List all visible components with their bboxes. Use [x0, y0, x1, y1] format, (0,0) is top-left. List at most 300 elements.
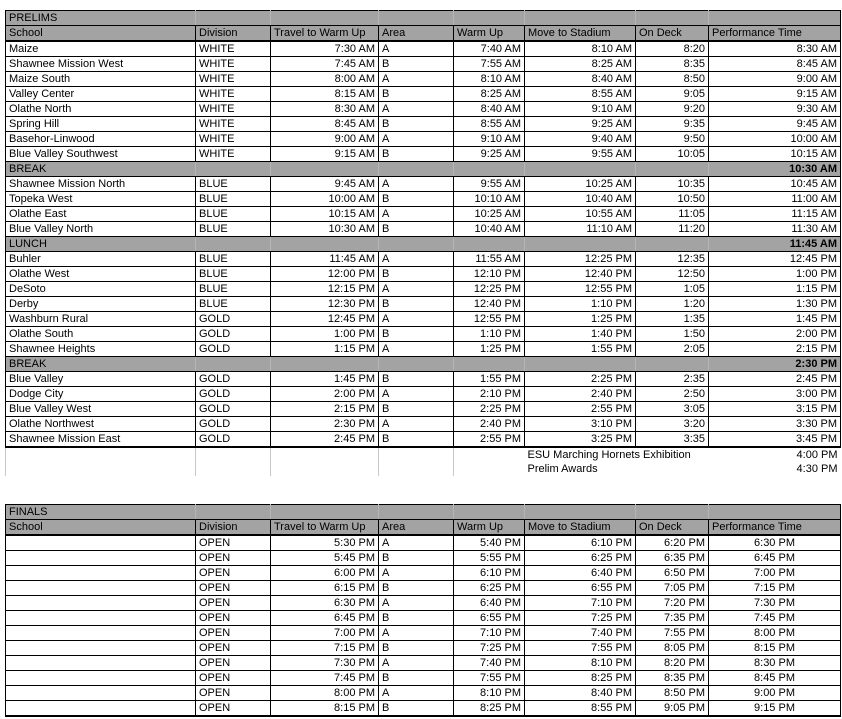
header-area: Area — [379, 520, 454, 536]
cell-travel — [271, 462, 379, 476]
cell-warmup: 1:55 PM — [454, 372, 525, 387]
cell-performance: 7:15 PM — [709, 581, 841, 596]
cell-warmup: 9:10 AM — [454, 132, 525, 147]
cell-warmup: 8:25 PM — [454, 701, 525, 717]
cell-school: Basehor-Linwood — [6, 132, 196, 147]
cell-area: A — [379, 72, 454, 87]
cell-division: OPEN — [196, 626, 271, 641]
cell-move: 8:55 AM — [525, 87, 636, 102]
cell-warmup: 7:55 AM — [454, 57, 525, 72]
cell-area: A — [379, 626, 454, 641]
cell-performance: 10:45 AM — [709, 177, 841, 192]
cell-area: B — [379, 267, 454, 282]
cell-ondeck: 6:50 PM — [636, 566, 709, 581]
cell-school — [6, 641, 196, 656]
cell-warmup: 8:55 AM — [454, 117, 525, 132]
cell-move: 12:40 PM — [525, 267, 636, 282]
cell-warmup: 8:25 AM — [454, 87, 525, 102]
cell-travel: 12:30 PM — [271, 297, 379, 312]
cell-performance: 9:15 PM — [709, 701, 841, 717]
cell-performance: 3:45 PM — [709, 432, 841, 448]
cell-school — [6, 535, 196, 551]
cell-area — [379, 237, 454, 252]
cell-performance: 11:15 AM — [709, 207, 841, 222]
cell-ondeck: 3:35 — [636, 432, 709, 448]
cell-division: OPEN — [196, 656, 271, 671]
cell-travel: 10:30 AM — [271, 222, 379, 237]
cell-ondeck: 9:20 — [636, 102, 709, 117]
cell-travel: 12:00 PM — [271, 267, 379, 282]
cell-school: DeSoto — [6, 282, 196, 297]
cell-ondeck: 8:20 — [636, 41, 709, 57]
cell-performance: 6:30 PM — [709, 535, 841, 551]
cell-ondeck: 8:50 — [636, 72, 709, 87]
data-row — [6, 551, 841, 566]
cell-school: Spring Hill — [6, 117, 196, 132]
cell-travel — [271, 162, 379, 177]
cell-move: 9:40 AM — [525, 132, 636, 147]
cell-school: Shawnee Heights — [6, 342, 196, 357]
cell-warmup — [454, 162, 525, 177]
cell-area: A — [379, 342, 454, 357]
cell-performance: 11:45 AM — [709, 237, 841, 252]
cell-division: WHITE — [196, 57, 271, 72]
cell-ondeck — [636, 11, 709, 26]
cell-performance: 7:45 PM — [709, 611, 841, 626]
schedule-table — [5, 10, 841, 717]
cell-ondeck: 1:50 — [636, 327, 709, 342]
cell-performance: 8:00 PM — [709, 626, 841, 641]
header-move: Move to Stadium — [525, 26, 636, 42]
cell-performance: 3:30 PM — [709, 417, 841, 432]
cell-school — [6, 626, 196, 641]
note-label: Prelim Awards — [525, 462, 709, 476]
header-school: School — [6, 26, 196, 42]
cell-school: Olathe West — [6, 267, 196, 282]
cell-performance: 1:30 PM — [709, 297, 841, 312]
cell-division: OPEN — [196, 701, 271, 717]
cell-warmup — [454, 505, 525, 520]
cell-move: 1:10 PM — [525, 297, 636, 312]
data-row — [6, 342, 841, 357]
header-performance: Performance Time — [709, 520, 841, 536]
cell-warmup: 10:40 AM — [454, 222, 525, 237]
cell-division: BLUE — [196, 282, 271, 297]
cell-division: GOLD — [196, 327, 271, 342]
cell-ondeck: 1:20 — [636, 297, 709, 312]
cell-division: OPEN — [196, 551, 271, 566]
cell-travel — [271, 237, 379, 252]
cell-school: Olathe North — [6, 102, 196, 117]
cell-area: A — [379, 656, 454, 671]
cell-school — [6, 581, 196, 596]
cell-ondeck: 7:35 PM — [636, 611, 709, 626]
cell-ondeck: 10:35 — [636, 177, 709, 192]
cell-move: 8:40 PM — [525, 686, 636, 701]
cell-move: 10:40 AM — [525, 192, 636, 207]
cell-area: A — [379, 566, 454, 581]
cell-warmup: 10:10 AM — [454, 192, 525, 207]
cell-warmup: 12:10 PM — [454, 267, 525, 282]
cell-school: BREAK — [6, 357, 196, 372]
data-row — [6, 252, 841, 267]
cell-ondeck: 11:05 — [636, 207, 709, 222]
blank-row — [6, 476, 841, 490]
cell-travel: 8:15 AM — [271, 87, 379, 102]
cell-area: B — [379, 297, 454, 312]
data-row — [6, 671, 841, 686]
cell-area: A — [379, 102, 454, 117]
cell-performance: 9:30 AM — [709, 102, 841, 117]
cell-division: OPEN — [196, 611, 271, 626]
cell-performance: 10:15 AM — [709, 147, 841, 162]
cell-performance — [709, 11, 841, 26]
data-row — [6, 701, 841, 717]
cell-school — [6, 701, 196, 717]
cell-division: OPEN — [196, 641, 271, 656]
cell-warmup: 8:40 AM — [454, 102, 525, 117]
cell-move: 3:10 PM — [525, 417, 636, 432]
cell-warmup: 12:25 PM — [454, 282, 525, 297]
cell-performance: 8:45 PM — [709, 671, 841, 686]
cell-travel — [271, 447, 379, 462]
cell-ondeck: 9:05 PM — [636, 701, 709, 717]
cell-move: 7:40 PM — [525, 626, 636, 641]
blank-row — [6, 490, 841, 505]
data-row — [6, 312, 841, 327]
cell-area — [379, 162, 454, 177]
cell-area: A — [379, 41, 454, 57]
blank-cell — [6, 490, 841, 505]
data-row — [6, 132, 841, 147]
cell-warmup — [454, 11, 525, 26]
cell-warmup: 6:40 PM — [454, 596, 525, 611]
cell-division: WHITE — [196, 117, 271, 132]
cell-warmup: 2:10 PM — [454, 387, 525, 402]
cell-move: 6:25 PM — [525, 551, 636, 566]
cell-warmup: 9:55 AM — [454, 177, 525, 192]
cell-performance: 11:30 AM — [709, 222, 841, 237]
header-warmup: Warm Up — [454, 26, 525, 42]
cell-area: B — [379, 372, 454, 387]
cell-performance: 3:15 PM — [709, 402, 841, 417]
cell-warmup: 6:10 PM — [454, 566, 525, 581]
cell-performance: 3:00 PM — [709, 387, 841, 402]
cell-ondeck: 7:55 PM — [636, 626, 709, 641]
cell-area: A — [379, 252, 454, 267]
data-row — [6, 87, 841, 102]
cell-school — [6, 611, 196, 626]
cell-ondeck: 8:50 PM — [636, 686, 709, 701]
cell-school: Topeka West — [6, 192, 196, 207]
cell-school: Shawnee Mission West — [6, 57, 196, 72]
cell-ondeck: 8:35 — [636, 57, 709, 72]
cell-travel: 10:00 AM — [271, 192, 379, 207]
data-row — [6, 72, 841, 87]
cell-warmup: 7:25 PM — [454, 641, 525, 656]
cell-ondeck: 8:20 PM — [636, 656, 709, 671]
cell-performance: 2:45 PM — [709, 372, 841, 387]
cell-travel — [271, 11, 379, 26]
cell-warmup: 7:55 PM — [454, 671, 525, 686]
cell-division: BLUE — [196, 267, 271, 282]
cell-move — [525, 357, 636, 372]
cell-performance: 10:30 AM — [709, 162, 841, 177]
header-row — [6, 520, 841, 536]
cell-division: WHITE — [196, 72, 271, 87]
data-row — [6, 147, 841, 162]
cell-ondeck: 1:35 — [636, 312, 709, 327]
cell-move: 8:55 PM — [525, 701, 636, 717]
cell-division — [196, 162, 271, 177]
cell-performance: 9:00 AM — [709, 72, 841, 87]
cell-ondeck: 10:05 — [636, 147, 709, 162]
data-row — [6, 581, 841, 596]
cell-area: B — [379, 641, 454, 656]
cell-move: 3:25 PM — [525, 432, 636, 448]
cell-travel: 7:00 PM — [271, 626, 379, 641]
cell-ondeck: 12:35 — [636, 252, 709, 267]
cell-area: B — [379, 147, 454, 162]
cell-school: Shawnee Mission North — [6, 177, 196, 192]
data-row — [6, 626, 841, 641]
break-row — [6, 357, 841, 372]
cell-travel: 2:45 PM — [271, 432, 379, 448]
cell-ondeck — [636, 357, 709, 372]
header-ondeck: On Deck — [636, 26, 709, 42]
cell-move: 8:10 AM — [525, 41, 636, 57]
cell-division: BLUE — [196, 207, 271, 222]
cell-warmup — [454, 237, 525, 252]
cell-warmup: 2:55 PM — [454, 432, 525, 448]
data-row — [6, 387, 841, 402]
cell-move: 11:10 AM — [525, 222, 636, 237]
note-time: 4:30 PM — [709, 462, 841, 476]
cell-warmup: 9:25 AM — [454, 147, 525, 162]
cell-school: Valley Center — [6, 87, 196, 102]
cell-division: GOLD — [196, 387, 271, 402]
cell-school — [6, 462, 196, 476]
cell-division — [196, 357, 271, 372]
cell-ondeck: 9:35 — [636, 117, 709, 132]
cell-move: 6:40 PM — [525, 566, 636, 581]
cell-division: WHITE — [196, 87, 271, 102]
cell-school: Derby — [6, 297, 196, 312]
cell-area: B — [379, 581, 454, 596]
cell-school — [6, 686, 196, 701]
cell-travel: 7:30 PM — [271, 656, 379, 671]
cell-school: Maize — [6, 41, 196, 57]
cell-warmup: 6:25 PM — [454, 581, 525, 596]
cell-move: 9:55 AM — [525, 147, 636, 162]
section-row — [6, 11, 841, 26]
header-school: School — [6, 520, 196, 536]
schedule-sheet — [5, 10, 841, 717]
cell-area: A — [379, 132, 454, 147]
cell-area: B — [379, 192, 454, 207]
cell-school — [6, 551, 196, 566]
data-row — [6, 641, 841, 656]
cell-move: 10:55 AM — [525, 207, 636, 222]
cell-ondeck: 12:50 — [636, 267, 709, 282]
header-travel: Travel to Warm Up — [271, 520, 379, 536]
note-row — [6, 447, 841, 462]
cell-travel: 9:45 AM — [271, 177, 379, 192]
data-row — [6, 372, 841, 387]
cell-school: Blue Valley — [6, 372, 196, 387]
cell-warmup — [454, 357, 525, 372]
cell-move: 8:10 PM — [525, 656, 636, 671]
cell-area: A — [379, 282, 454, 297]
data-row — [6, 432, 841, 448]
cell-performance: 10:00 AM — [709, 132, 841, 147]
data-row — [6, 102, 841, 117]
cell-division: OPEN — [196, 566, 271, 581]
cell-area: A — [379, 686, 454, 701]
cell-division: OPEN — [196, 581, 271, 596]
cell-warmup: 10:25 AM — [454, 207, 525, 222]
cell-school: BREAK — [6, 162, 196, 177]
cell-division: GOLD — [196, 342, 271, 357]
cell-ondeck — [636, 162, 709, 177]
cell-performance: 1:45 PM — [709, 312, 841, 327]
cell-division — [196, 237, 271, 252]
cell-ondeck: 2:50 — [636, 387, 709, 402]
cell-area: A — [379, 596, 454, 611]
cell-performance: 7:30 PM — [709, 596, 841, 611]
cell-school: Dodge City — [6, 387, 196, 402]
cell-travel: 9:15 AM — [271, 147, 379, 162]
cell-school — [6, 447, 196, 462]
cell-travel: 1:45 PM — [271, 372, 379, 387]
cell-warmup: 11:55 AM — [454, 252, 525, 267]
cell-travel: 6:00 PM — [271, 566, 379, 581]
cell-performance: 2:00 PM — [709, 327, 841, 342]
break-row — [6, 162, 841, 177]
cell-travel: 5:30 PM — [271, 535, 379, 551]
cell-move: 6:55 PM — [525, 581, 636, 596]
cell-ondeck: 7:20 PM — [636, 596, 709, 611]
cell-school — [6, 656, 196, 671]
cell-area: A — [379, 387, 454, 402]
blank-cell — [6, 476, 841, 490]
cell-area — [379, 462, 454, 476]
cell-division: GOLD — [196, 417, 271, 432]
cell-performance: 8:30 PM — [709, 656, 841, 671]
cell-move: 8:25 AM — [525, 57, 636, 72]
cell-school: LUNCH — [6, 237, 196, 252]
cell-area: A — [379, 207, 454, 222]
cell-travel: 2:30 PM — [271, 417, 379, 432]
cell-travel: 7:45 AM — [271, 57, 379, 72]
cell-travel: 6:30 PM — [271, 596, 379, 611]
section-row — [6, 505, 841, 520]
cell-warmup: 1:10 PM — [454, 327, 525, 342]
note-row — [6, 462, 841, 476]
cell-travel: 6:15 PM — [271, 581, 379, 596]
note-time: 4:00 PM — [709, 447, 841, 462]
data-row — [6, 402, 841, 417]
cell-move — [525, 162, 636, 177]
cell-move: 10:25 AM — [525, 177, 636, 192]
cell-move — [525, 237, 636, 252]
data-row — [6, 611, 841, 626]
cell-move: 2:40 PM — [525, 387, 636, 402]
cell-move — [525, 505, 636, 520]
header-area: Area — [379, 26, 454, 42]
cell-ondeck — [636, 505, 709, 520]
header-travel: Travel to Warm Up — [271, 26, 379, 42]
cell-travel: 2:15 PM — [271, 402, 379, 417]
cell-performance: 8:15 PM — [709, 641, 841, 656]
cell-area: B — [379, 57, 454, 72]
cell-performance: 9:45 AM — [709, 117, 841, 132]
cell-division: OPEN — [196, 671, 271, 686]
note-label: ESU Marching Hornets Exhibition — [525, 447, 709, 462]
cell-warmup: 7:10 PM — [454, 626, 525, 641]
cell-division — [196, 11, 271, 26]
data-row — [6, 566, 841, 581]
cell-area — [379, 505, 454, 520]
cell-ondeck: 6:20 PM — [636, 535, 709, 551]
cell-warmup: 1:25 PM — [454, 342, 525, 357]
cell-division: WHITE — [196, 132, 271, 147]
data-row — [6, 222, 841, 237]
cell-move: 6:10 PM — [525, 535, 636, 551]
cell-move: 1:40 PM — [525, 327, 636, 342]
data-row — [6, 177, 841, 192]
cell-performance — [709, 505, 841, 520]
cell-performance: 1:15 PM — [709, 282, 841, 297]
cell-area: B — [379, 327, 454, 342]
cell-ondeck: 8:35 PM — [636, 671, 709, 686]
cell-area: B — [379, 671, 454, 686]
cell-travel: 8:45 AM — [271, 117, 379, 132]
cell-school — [6, 596, 196, 611]
data-row — [6, 327, 841, 342]
cell-division: OPEN — [196, 686, 271, 701]
data-row — [6, 686, 841, 701]
cell-warmup — [454, 447, 525, 462]
cell-school: Blue Valley Southwest — [6, 147, 196, 162]
cell-school: PRELIMS — [6, 11, 196, 26]
header-performance: Performance Time — [709, 26, 841, 42]
cell-area — [379, 357, 454, 372]
cell-performance: 1:00 PM — [709, 267, 841, 282]
cell-travel: 8:30 AM — [271, 102, 379, 117]
header-division: Division — [196, 520, 271, 536]
cell-warmup: 5:40 PM — [454, 535, 525, 551]
cell-area: B — [379, 222, 454, 237]
cell-division: OPEN — [196, 596, 271, 611]
cell-area: B — [379, 87, 454, 102]
cell-move: 12:25 PM — [525, 252, 636, 267]
cell-move: 1:25 PM — [525, 312, 636, 327]
cell-school: Washburn Rural — [6, 312, 196, 327]
data-row — [6, 117, 841, 132]
cell-performance: 2:30 PM — [709, 357, 841, 372]
cell-school: Blue Valley West — [6, 402, 196, 417]
data-row — [6, 417, 841, 432]
cell-ondeck: 2:05 — [636, 342, 709, 357]
cell-ondeck: 3:05 — [636, 402, 709, 417]
cell-performance: 11:00 AM — [709, 192, 841, 207]
cell-ondeck: 10:50 — [636, 192, 709, 207]
cell-ondeck: 8:05 PM — [636, 641, 709, 656]
cell-division: GOLD — [196, 402, 271, 417]
cell-ondeck: 7:05 PM — [636, 581, 709, 596]
cell-area — [379, 447, 454, 462]
